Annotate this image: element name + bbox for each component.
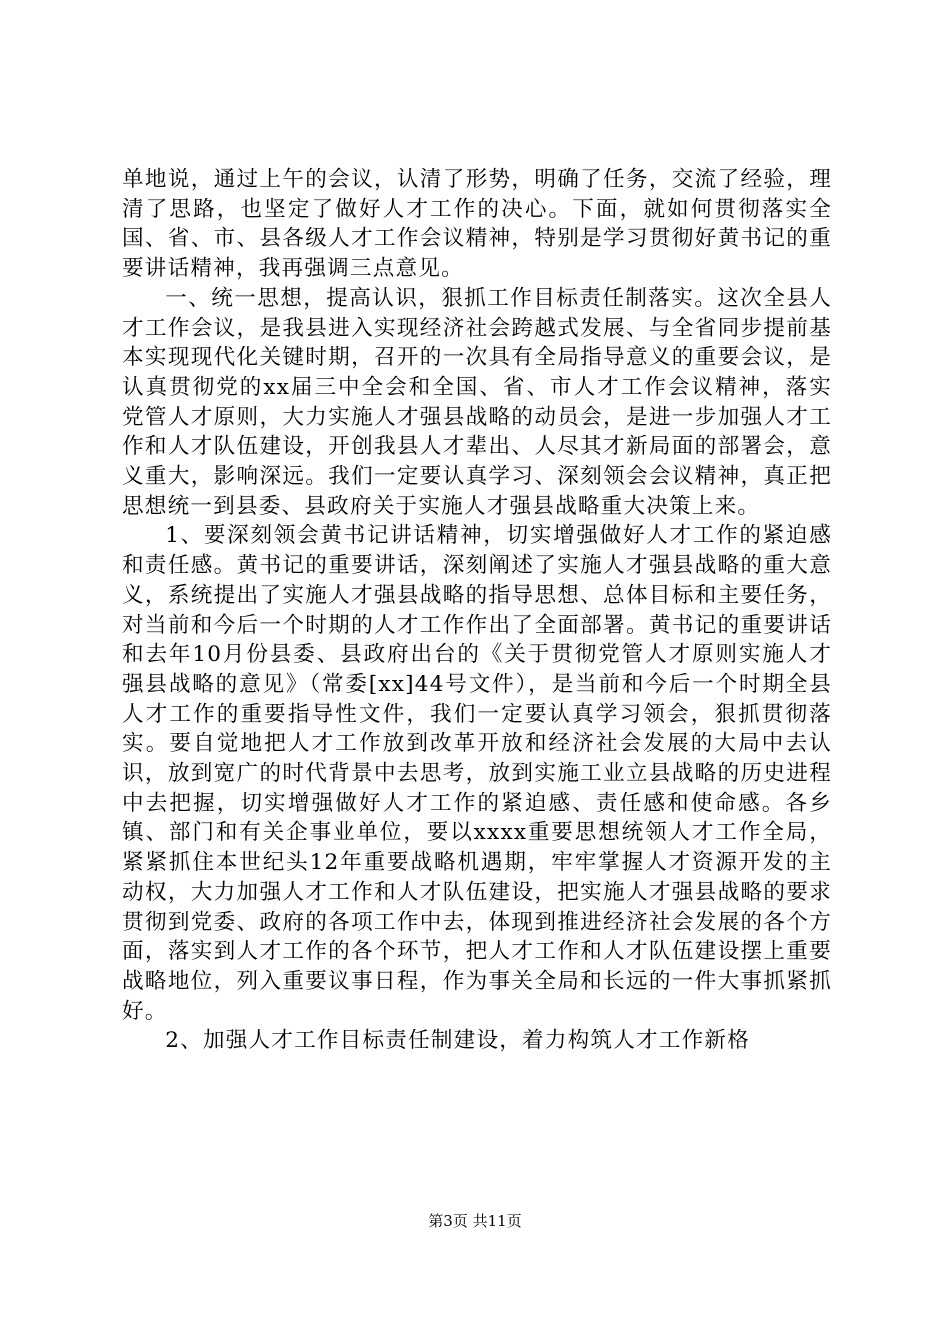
page-footer — [0, 1210, 950, 1231]
document-body — [122, 165, 832, 1056]
page-number-label: 第3页 共11页 — [428, 1212, 522, 1230]
paragraph-section-one: 一、统一思想，提高认识，狠抓工作目标责任制落实。这次全县人才工作会议，是我县进入实现经济社会跨越式发展、与全省同步提前基本实现现代化关键时期，召开的一次具有全局指导意义的重要会议，是认真贯彻党的xx届三中全会和全国、省、市人才工作会议精神，落实党管人才原则，大力实施人才强县战略的动员会，是进一步加强人才工作和人才队伍建设，开创我县人才辈出、人尽其才新局面的部署会，意义重大，影响深远。我们一定要认真学习、深刻领会会议精神，真正把思想统一到县委、县政府关于实施人才强县战略重大决策上来。 — [122, 285, 832, 519]
paragraph-item-one: 1、要深刻领会黄书记讲话精神，切实增强做好人才工作的紧迫感和责任感。黄书记的重要讲话，深刻阐述了实施人才强县战略的重大意义，系统提出了实施人才强县战略的指导思想、总体目标和主要任务，对当前和今后一个时期的人才工作作出了全面部署。黄书记的重要讲话和去年10月份县委、县政府出台的《关于贯彻党管人才原则实施人才强县战略的意见》（常委[xx]44号文件），是当前和今后一个时期全县人才工作的重要指导性文件，我们一定要认真学习领会，狠抓贯彻落实。要自觉地把人才工作放到改革开放和经济社会发展的大局中去认识，放到宽广的时代背景中去思考，放到实施工业立县战略的历史进程中去把握，切实增强做好人才工作的紧迫感、责任感和使命感。各乡镇、部门和有关企事业单位，要以xxxx重要思想统领人才工作全局，紧紧抓住本世纪头12年重要战略机遇期，牢牢掌握人才资源开发的主动权，大力加强人才工作和人才队伍建设，把实施人才强县战略的要求贯彻到党委、政府的各项工作中去，体现到推进经济社会发展的各个方面，落实到人才工作的各个环节，把人才工作和人才队伍建设摆上重要战略地位，列入重要议事日程，作为事关全局和长远的一件大事抓紧抓好。 — [122, 523, 832, 1024]
paragraph-continuation: 单地说，通过上午的会议，认清了形势，明确了任务，交流了经验，理清了思路，也坚定了做好人才工作的决心。下面，就如何贯彻落实全国、省、市、县各级人才工作会议精神，特别是学习贯彻好黄书记的重要讲话精神，我再强调三点意见。 — [122, 167, 832, 282]
paragraph-item-two: 2、加强人才工作目标责任制建设，着力构筑人才工作新格 — [165, 1028, 750, 1054]
